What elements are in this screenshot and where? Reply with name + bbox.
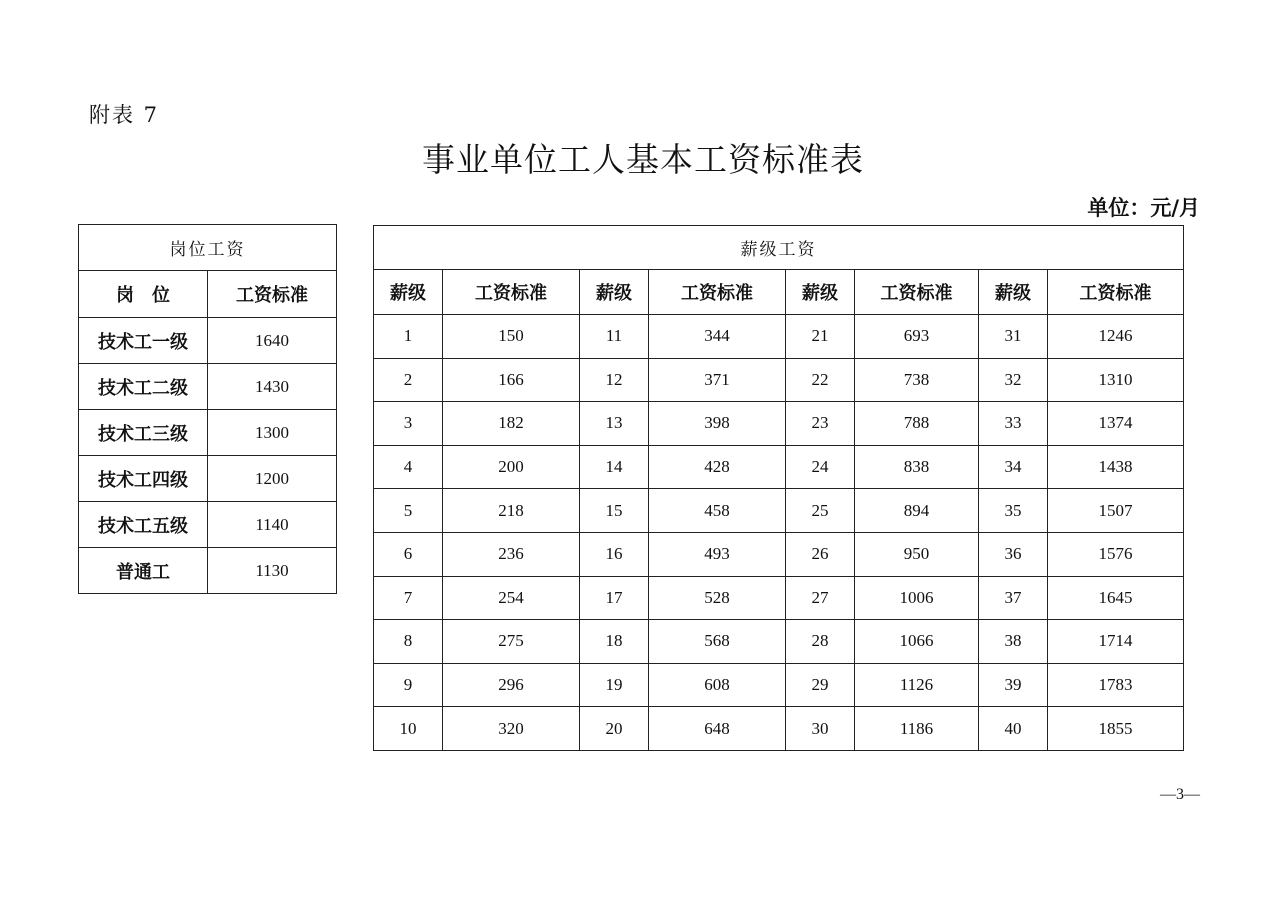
- standard-cell: 200: [443, 445, 580, 489]
- standard-cell: 428: [649, 445, 786, 489]
- standard-cell: 296: [443, 663, 580, 707]
- grade-cell: 1: [374, 315, 443, 359]
- table-row: [374, 663, 1184, 707]
- standard-cell: 1714: [1048, 620, 1184, 664]
- grade-cell: 20: [580, 707, 649, 751]
- grade-cell: 36: [979, 532, 1048, 576]
- standard-cell: 320: [443, 707, 580, 751]
- grade-column-header: 薪级: [979, 270, 1048, 315]
- standard-cell: 1126: [855, 663, 979, 707]
- grade-cell: 38: [979, 620, 1048, 664]
- grade-cell: 29: [786, 663, 855, 707]
- page-title: 事业单位工人基本工资标准表: [422, 140, 864, 179]
- grade-cell: 28: [786, 620, 855, 664]
- table-row: [79, 456, 337, 502]
- grade-cell: 35: [979, 489, 1048, 533]
- standard-cell: 648: [649, 707, 786, 751]
- table-row: [374, 315, 1184, 359]
- table-row: [374, 489, 1184, 533]
- standard-cell: 894: [855, 489, 979, 533]
- standard-cell: 608: [649, 663, 786, 707]
- grade-salary-table: [373, 225, 1184, 751]
- standard-cell: 950: [855, 532, 979, 576]
- grade-cell: 11: [580, 315, 649, 359]
- standard-column-header: 工资标准: [855, 270, 979, 315]
- standard-cell: 458: [649, 489, 786, 533]
- grade-cell: 23: [786, 402, 855, 446]
- standard-cell: 1438: [1048, 445, 1184, 489]
- grade-cell: 34: [979, 445, 1048, 489]
- table-row: [79, 410, 337, 456]
- position-salary-table: [78, 224, 337, 594]
- grade-cell: 18: [580, 620, 649, 664]
- standard-cell: 1300: [208, 410, 337, 456]
- standard-cell: 838: [855, 445, 979, 489]
- grade-cell: 32: [979, 358, 1048, 402]
- grade-cell: 13: [580, 402, 649, 446]
- grade-salary-section-title: 薪级工资: [374, 226, 1184, 270]
- standard-cell: 1006: [855, 576, 979, 620]
- standard-cell: 693: [855, 315, 979, 359]
- grade-cell: 31: [979, 315, 1048, 359]
- grade-column-header: 薪级: [580, 270, 649, 315]
- standard-cell: 1130: [208, 548, 337, 594]
- position-cell: 技术工五级: [79, 502, 208, 548]
- standard-cell: 398: [649, 402, 786, 446]
- table-row: [79, 364, 337, 410]
- standard-cell: 166: [443, 358, 580, 402]
- standard-cell: 1140: [208, 502, 337, 548]
- standard-cell: 1576: [1048, 532, 1184, 576]
- grade-cell: 7: [374, 576, 443, 620]
- grade-cell: 9: [374, 663, 443, 707]
- standard-cell: 182: [443, 402, 580, 446]
- standard-cell: 1645: [1048, 576, 1184, 620]
- standard-cell: 1200: [208, 456, 337, 502]
- grade-cell: 39: [979, 663, 1048, 707]
- table-row: [79, 548, 337, 594]
- grade-cell: 26: [786, 532, 855, 576]
- table-row: [79, 502, 337, 548]
- grade-cell: 19: [580, 663, 649, 707]
- position-cell: 技术工一级: [79, 318, 208, 364]
- standard-column-header: 工资标准: [1048, 270, 1184, 315]
- grade-cell: 12: [580, 358, 649, 402]
- standard-cell: 788: [855, 402, 979, 446]
- grade-cell: 16: [580, 532, 649, 576]
- standard-column-header: 工资标准: [208, 271, 337, 318]
- grade-cell: 4: [374, 445, 443, 489]
- standard-cell: 236: [443, 532, 580, 576]
- table-row: [374, 532, 1184, 576]
- grade-cell: 10: [374, 707, 443, 751]
- standard-cell: 528: [649, 576, 786, 620]
- standard-cell: 218: [443, 489, 580, 533]
- standard-cell: 371: [649, 358, 786, 402]
- grade-cell: 6: [374, 532, 443, 576]
- position-cell: 技术工四级: [79, 456, 208, 502]
- standard-cell: 493: [649, 532, 786, 576]
- grade-cell: 22: [786, 358, 855, 402]
- standard-cell: 1855: [1048, 707, 1184, 751]
- standard-cell: 1640: [208, 318, 337, 364]
- standard-cell: 738: [855, 358, 979, 402]
- position-cell: 技术工二级: [79, 364, 208, 410]
- standard-cell: 1310: [1048, 358, 1184, 402]
- position-cell: 普通工: [79, 548, 208, 594]
- standard-column-header: 工资标准: [443, 270, 580, 315]
- table-row: [374, 402, 1184, 446]
- grade-cell: 15: [580, 489, 649, 533]
- standard-cell: 1783: [1048, 663, 1184, 707]
- grade-column-header: 薪级: [786, 270, 855, 315]
- grade-cell: 24: [786, 445, 855, 489]
- standard-cell: 1186: [855, 707, 979, 751]
- position-salary-section-title: 岗位工资: [79, 225, 337, 271]
- standard-cell: 1507: [1048, 489, 1184, 533]
- position-cell: 技术工三级: [79, 410, 208, 456]
- table-row: [374, 707, 1184, 751]
- standard-cell: 1430: [208, 364, 337, 410]
- standard-cell: 1374: [1048, 402, 1184, 446]
- standard-cell: 254: [443, 576, 580, 620]
- table-row: [374, 620, 1184, 664]
- grade-cell: 30: [786, 707, 855, 751]
- standard-cell: 344: [649, 315, 786, 359]
- grade-cell: 40: [979, 707, 1048, 751]
- grade-cell: 2: [374, 358, 443, 402]
- grade-cell: 37: [979, 576, 1048, 620]
- standard-cell: 275: [443, 620, 580, 664]
- grade-cell: 33: [979, 402, 1048, 446]
- table-row: [374, 358, 1184, 402]
- grade-cell: 25: [786, 489, 855, 533]
- standard-cell: 1066: [855, 620, 979, 664]
- standard-cell: 568: [649, 620, 786, 664]
- table-row: [79, 318, 337, 364]
- standard-column-header: 工资标准: [649, 270, 786, 315]
- unit-label: 单位：元/月: [1087, 196, 1200, 220]
- grade-cell: 17: [580, 576, 649, 620]
- grade-column-header: 薪级: [374, 270, 443, 315]
- grade-cell: 27: [786, 576, 855, 620]
- standard-cell: 150: [443, 315, 580, 359]
- grade-cell: 5: [374, 489, 443, 533]
- attachment-label: 附表 7: [89, 103, 160, 127]
- position-column-header: 岗 位: [79, 271, 208, 318]
- table-row: [374, 576, 1184, 620]
- grade-cell: 21: [786, 315, 855, 359]
- table-row: [374, 445, 1184, 489]
- standard-cell: 1246: [1048, 315, 1184, 359]
- grade-cell: 14: [580, 445, 649, 489]
- page-number: —3—: [1160, 786, 1200, 803]
- grade-cell: 3: [374, 402, 443, 446]
- grade-cell: 8: [374, 620, 443, 664]
